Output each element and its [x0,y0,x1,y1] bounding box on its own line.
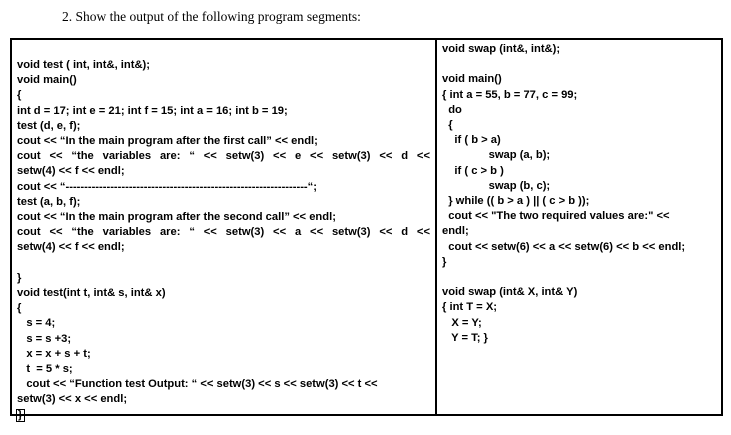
code-blank-line [442,57,717,72]
left-code-panel [12,40,437,421]
code-table [10,38,723,421]
code-line: endl; [442,225,469,238]
code-line: } while (( b > a ) || ( c > b )); [442,195,590,208]
code-line: setw(4) << f << endl; [17,165,125,178]
right-code-panel [437,40,721,414]
code-line: swap (a, b); [442,149,551,162]
code-line: void main() [17,74,77,87]
code-blank-line [17,256,430,271]
code-line: if ( b > a) [442,134,501,147]
code-line: test (a, b, f); [17,195,81,208]
code-line: { [442,119,453,131]
closing-brace: } [16,409,25,422]
code-line: X = Y; [442,316,482,329]
code-line: cout << “the variables are: “ << setw(3) << e << setw(3) << d << [17,150,430,163]
code-line: cout << setw(6) << a << setw(6) << b << endl; [442,240,686,253]
code-line: if ( c > b ) [442,164,504,177]
code-line: } [17,271,22,284]
code-line: { [17,89,22,102]
code-line: int d = 17; int e = 21; int f = 15; int a = 16; int b = 19; [17,104,288,117]
code-line: { int T = X; [442,301,498,314]
question-text: 2. Show the output of the following program segments: [62,9,361,24]
code-line: s = s +3; [17,332,72,345]
code-line: { [17,302,22,315]
code-line: void test ( int, int&, int&); [17,59,150,71]
code-line: { int a = 55, b = 77, c = 99; [442,88,578,101]
code-line: Y = T; } [442,331,488,344]
code-line: x = x + s + t; [17,347,91,360]
code-line: void test(int t, int& s, int& x) [17,287,166,300]
code-line: cout << “-----------------------------------------------------------------“; [17,180,317,193]
code-line: setw(4) << f << endl; [17,241,125,254]
code-blank-line [442,270,717,285]
code-line: cout << "The two required values are:" << [442,210,670,223]
code-line: t = 5 * s; [17,363,73,376]
code-line: void swap (int& X, int& Y) [442,286,578,299]
code-line: void main() [442,73,502,86]
code-line: do [442,103,462,116]
code-line: } [442,255,447,268]
code-line: test (d, e, f); [17,119,81,132]
code-line: setw(3) << x << endl; [17,393,128,406]
code-line: void swap (int&, int&); [442,43,561,55]
code-line: cout << “In the main program after the first call” << endl; [17,135,318,148]
code-line: cout << “the variables are: “ << setw(3) << a << setw(3) << d << [17,226,430,239]
code-line: cout << “In the main program after the second call” << endl; [17,211,336,224]
code-line: cout << “Function test Output: “ << setw(3) << s << setw(3) << t << [17,378,378,391]
code-line: s = 4; [17,317,56,330]
code-line [17,408,430,423]
code-line: swap (b, c); [442,179,551,192]
